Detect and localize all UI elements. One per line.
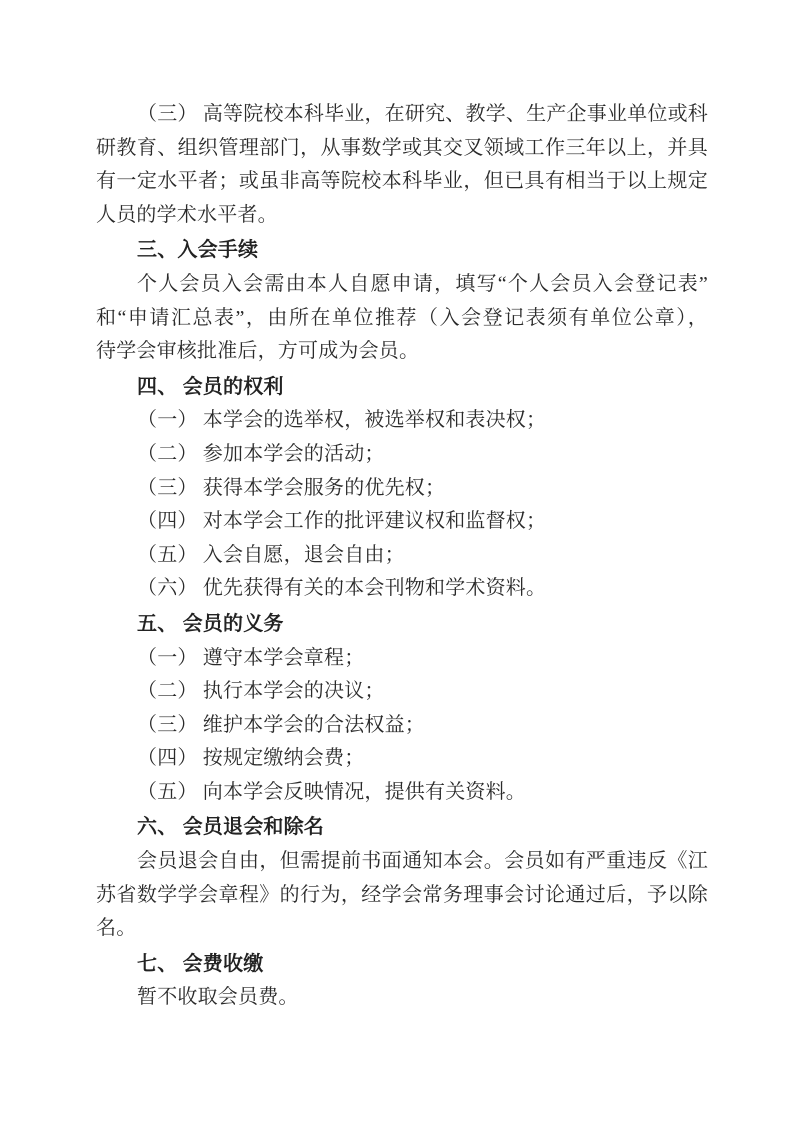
document-line: （三） 维护本学会的合法权益； — [137, 713, 425, 736]
document-line: （四） 按规定缴纳会费； — [137, 747, 365, 770]
document-line: （五） 向本学会反映情况，提供有关资料。 — [137, 780, 526, 803]
document-line: 研教育、组织管理部门，从事数学或其交叉领域工作三年以上，并具 — [96, 136, 708, 159]
section-heading: 六、 会员退会和除名 — [137, 816, 324, 839]
document-line: （三） 获得本学会服务的优先权； — [137, 476, 446, 499]
document-line: （四） 对本学会工作的批评建议权和监督权； — [137, 510, 547, 533]
section-heading: 三、入会手续 — [137, 239, 259, 262]
section-heading: 七、 会费收缴 — [137, 952, 264, 975]
document-line: 有一定水平者；或虽非高等院校本科毕业，但已具有相当于以上规定 — [96, 170, 708, 193]
document-line: 名。 — [96, 917, 137, 940]
document-line: 和“申请汇总表”，由所在单位推荐（入会登记表须有单位公章）， — [96, 306, 708, 329]
document-line: 人员的学术水平者。 — [96, 203, 278, 226]
document-line: （一） 遵守本学会章程； — [137, 646, 365, 669]
document-line: 暂不收取会员费。 — [137, 986, 299, 1009]
section-heading: 四、 会员的权利 — [137, 375, 284, 398]
document-body — [96, 98, 708, 1015]
document-line: （二） 执行本学会的决议； — [137, 680, 385, 703]
document-line: （二） 参加本学会的活动； — [137, 442, 385, 465]
document-line: （三） 高等院校本科毕业，在研究、教学、生产企事业单位或科 — [137, 103, 708, 125]
section-heading: 五、 会员的义务 — [137, 612, 284, 635]
document-line: （六） 优先获得有关的本会刊物和学术资料。 — [137, 577, 547, 600]
document-line: 待学会审核批准后，方可成为会员。 — [96, 340, 420, 363]
document-line: 苏省数学学会章程》的行为，经学会常务理事会讨论通过后，予以除 — [96, 883, 708, 906]
document-line: 个人会员入会需由本人自愿申请，填写“个人会员入会登记表” — [137, 272, 708, 295]
document-line: （五） 入会自愿，退会自由； — [137, 543, 405, 566]
document-line: 会员退会自由，但需提前书面通知本会。会员如有严重违反《江 — [137, 850, 708, 873]
document-line: （一） 本学会的选举权，被选举权和表决权； — [137, 409, 547, 432]
